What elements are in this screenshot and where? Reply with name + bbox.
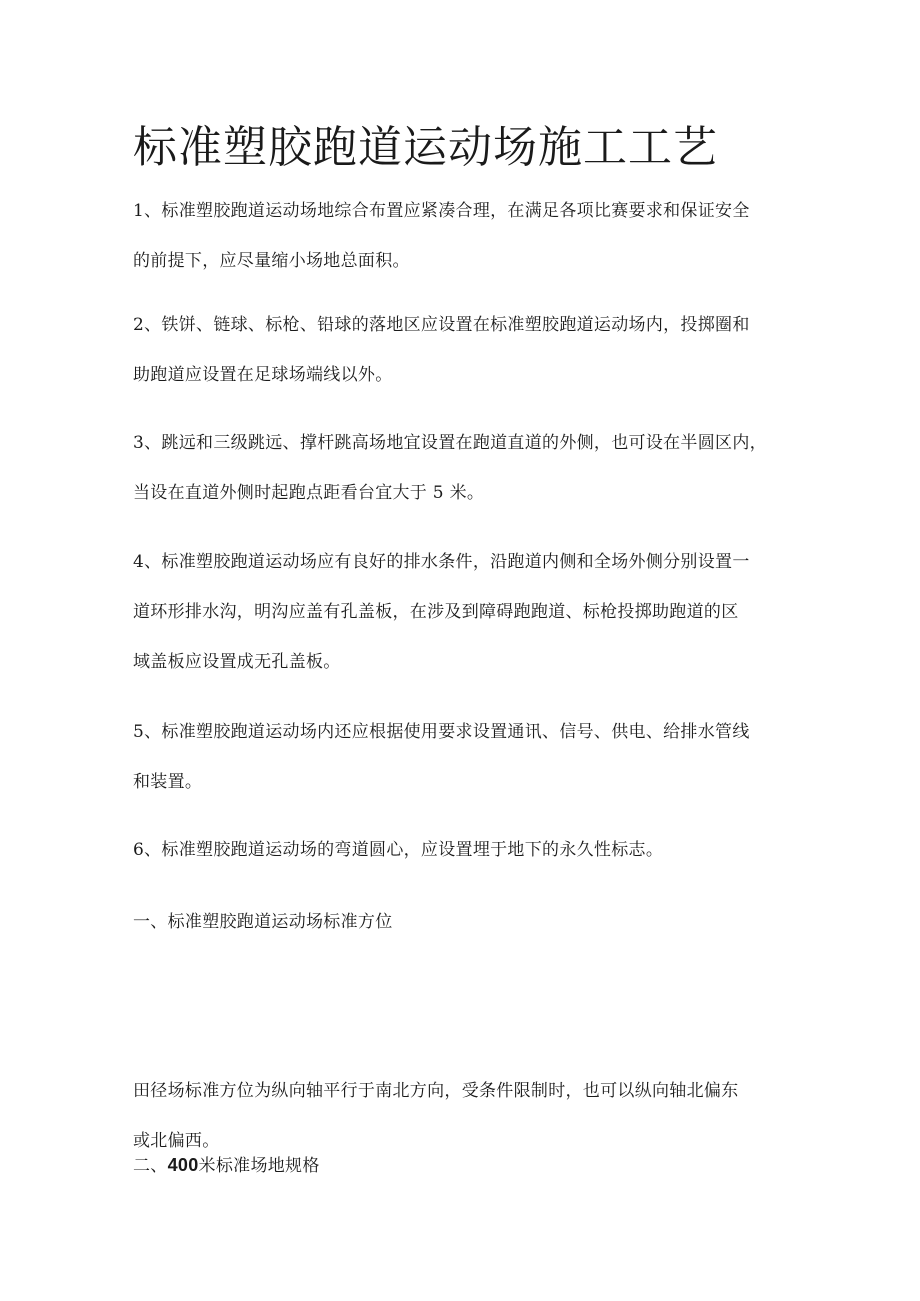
paragraph-2-line-2: 助跑道应设置在足球场端线以外。	[133, 365, 393, 385]
paragraph-5	[133, 707, 793, 807]
paragraph-1-line-2: 的前提下，应尽量缩小场地总面积。	[133, 251, 410, 271]
paragraph-4-line-3: 域盖板应设置成无孔盖板。	[133, 652, 341, 672]
paragraph-4-line-2: 道环形排水沟，明沟应盖有孔盖板，在涉及到障碍跑跑道、标枪投掷助跑道的区	[133, 602, 739, 622]
paragraph-1-line-1: 1、标准塑胶跑道运动场地综合布置应紧凑合理，在满足各项比赛要求和保证安全	[133, 201, 750, 221]
paragraph-3	[133, 418, 793, 518]
document-title: 标准塑胶跑道运动场施工工艺	[133, 122, 718, 173]
section-2-heading-text	[133, 1140, 793, 1191]
paragraph-3-line-1: 3、跳远和三级跳远、撑杆跳高场地宜设置在跑道直道的外侧，也可设在半圆区内，	[133, 433, 767, 453]
paragraph-4	[133, 537, 793, 687]
paragraph-1	[133, 186, 793, 286]
paragraph-5-line-2: 和装置。	[133, 772, 203, 792]
paragraph-4-line-1: 4、标准塑胶跑道运动场应有良好的排水条件，沿跑道内侧和全场外侧分别设置一	[133, 552, 750, 572]
paragraph-2	[133, 300, 793, 400]
section-2-heading	[133, 1140, 793, 1191]
paragraph-5-line-1: 5、标准塑胶跑道运动场内还应根据使用要求设置通讯、信号、供电、给排水管线	[133, 722, 750, 742]
paragraph-6	[133, 825, 793, 875]
section-2-heading-prefix: 二、	[133, 1156, 168, 1176]
section-1-body-line-2: 或北偏西。	[133, 1131, 220, 1151]
section-1-body-line-1: 田径场标准方位为纵向轴平行于南北方向，受条件限制时，也可以纵向轴北偏东	[133, 1081, 739, 1101]
section-2-heading-number: 400	[167, 1155, 199, 1175]
section-1-heading-text: 一、标准塑胶跑道运动场标准方位	[133, 912, 393, 932]
section-1-heading	[133, 897, 793, 947]
section-2-heading-suffix: 米标准场地规格	[198, 1156, 320, 1176]
paragraph-3-line-2: 当设在直道外侧时起跑点距看台宜大于 5 米。	[133, 483, 485, 503]
paragraph-6-line-1: 6、标准塑胶跑道运动场的弯道圆心，应设置埋于地下的永久性标志。	[133, 840, 664, 860]
paragraph-2-line-1: 2、铁饼、链球、标枪、铅球的落地区应设置在标准塑胶跑道运动场内，投掷圈和	[133, 315, 750, 335]
